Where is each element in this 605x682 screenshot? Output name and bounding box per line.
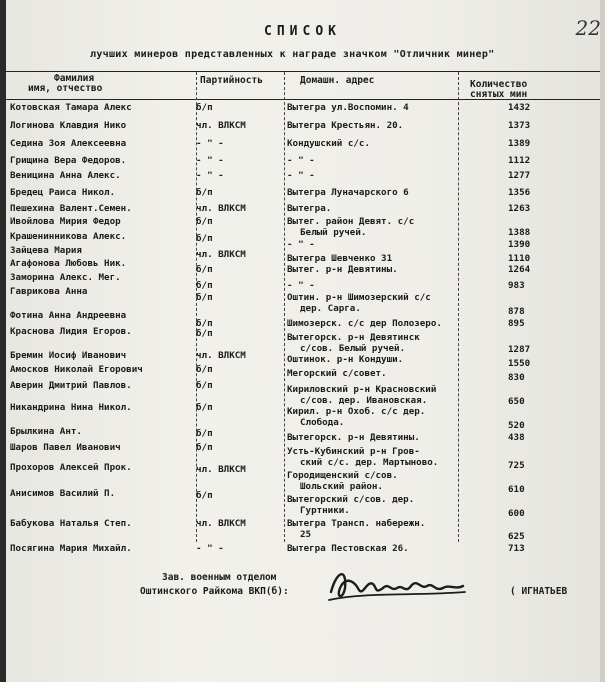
document-title: СПИСОК	[264, 24, 341, 39]
header-name	[28, 74, 102, 94]
row-name: Брылкина Ант.	[10, 426, 82, 437]
footer-position-line2: Оштинского Райкома ВКП(б):	[140, 586, 289, 597]
row-party: б/п	[196, 216, 213, 227]
row-count: 1112	[508, 155, 531, 166]
row-address: Вытегра Луначарского 6	[287, 187, 409, 198]
row-name: Прохоров Алексей Прок.	[10, 462, 132, 473]
row-address: Вытег. р-н Девятины.	[287, 264, 398, 275]
header-count	[470, 80, 527, 100]
row-party: чл. ВЛКСМ	[196, 120, 246, 131]
row-count: 1432	[508, 102, 531, 113]
row-name: Никандрина Нина Никол.	[10, 402, 132, 413]
row-party: чл. ВЛКСМ	[196, 203, 246, 214]
row-party: б/п	[196, 442, 213, 453]
scan-edge-light	[600, 0, 605, 682]
row-count: 1390	[508, 239, 531, 250]
row-address: Усть-Кубинский р-н Гров-	[287, 446, 420, 457]
row-name: Седина Зоя Алексеевна	[10, 138, 127, 149]
row-address: Шимозерск. с/с дер Полозеро.	[287, 318, 442, 329]
row-name: Агафонова Любовь Ник.	[10, 258, 127, 269]
row-name: Краснова Лидия Егоров.	[10, 326, 132, 337]
row-count: 600	[508, 508, 525, 519]
row-address: Вытегорский с/сов. дер.	[287, 494, 415, 505]
row-name: Гаврикова Анна	[10, 286, 88, 297]
row-address: - " -	[287, 170, 315, 181]
row-count: 830	[508, 372, 525, 383]
row-party: б/п	[196, 402, 213, 413]
row-address: Вытегра ул.Воспомин. 4	[287, 102, 409, 113]
row-address-continued: с/сов. Белый ручей.	[300, 343, 406, 354]
row-address: Вытегра Трансп. набережн.	[287, 518, 426, 529]
row-count: 1550	[508, 358, 531, 369]
row-count: 895	[508, 318, 525, 329]
row-party: б/п	[196, 328, 213, 339]
row-address-continued: Гуртники.	[300, 505, 350, 516]
row-name: Пешехина Валент.Семен.	[10, 203, 132, 214]
row-name: Бредец Раиса Никол.	[10, 187, 116, 198]
handwritten-signature	[325, 562, 475, 607]
header-party: Партийность	[200, 75, 263, 86]
row-address: Кирил. р-н Охоб. с/с дер.	[287, 406, 426, 417]
row-count: 438	[508, 432, 525, 443]
row-address: Вытегра Крестьян. 20.	[287, 120, 404, 131]
row-address: - " -	[287, 280, 315, 291]
row-party: - " -	[196, 170, 224, 181]
row-name: Логинова Клавдия Нико	[10, 120, 127, 131]
scan-edge-dark	[0, 0, 6, 682]
row-name: Заморина Алекс. Мег.	[10, 272, 121, 283]
row-address-continued: Белый ручей.	[300, 227, 367, 238]
row-address-continued: с/сов. дер. Ивановская.	[300, 395, 428, 406]
row-name: Зайцева Мария	[10, 245, 82, 256]
row-name: Анисимов Василий П.	[10, 488, 116, 499]
row-party: - " -	[196, 155, 224, 166]
row-address: Оштинок. р-н Кондуши.	[287, 354, 404, 365]
header-top-rule	[6, 71, 600, 72]
row-count: 1389	[508, 138, 531, 149]
row-count: 1373	[508, 120, 531, 131]
row-name: Веницина Анна Алекс.	[10, 170, 121, 181]
row-name: Фотина Анна Андреевна	[10, 310, 127, 321]
row-address-continued: ский с/с. дер. Мартыново.	[300, 457, 439, 468]
row-count: 878	[508, 306, 525, 317]
row-party: чл. ВЛКСМ	[196, 464, 246, 475]
row-address: Вытег. район Девят. с/с	[287, 216, 415, 227]
header-count-line1: Количество	[470, 79, 528, 90]
row-count: 983	[508, 280, 525, 291]
row-party: чл. ВЛКСМ	[196, 350, 246, 361]
header-name-line2: имя, отчество	[28, 83, 103, 94]
row-count: 725	[508, 460, 525, 471]
row-count: 1263	[508, 203, 531, 214]
footer-signatory: ( ИГНАТЬЕВ	[510, 586, 568, 597]
row-name: Крашенинникова Алекс.	[10, 231, 127, 242]
row-name: Грищина Вера Федоров.	[10, 155, 127, 166]
row-address: Вытегра.	[287, 203, 332, 214]
row-count: 1277	[508, 170, 531, 181]
row-address: Кириловский р-н Красновский	[287, 384, 437, 395]
row-address: Оштин. р-н Шимозерский с/с	[287, 292, 431, 303]
footer-position-line1: Зав. военным отделом	[162, 572, 277, 583]
row-count: 1110	[508, 253, 531, 264]
row-name: Котовская Тамара Алекс	[10, 102, 132, 113]
row-party: - " -	[196, 543, 224, 554]
page-number: 22	[575, 16, 601, 40]
document-subtitle: лучших минеров представленных к награде значком "Отличник минер"	[90, 49, 495, 60]
row-name: Бабукова Наталья Степ.	[10, 518, 132, 529]
row-party: б/п	[196, 490, 213, 501]
row-count: 610	[508, 484, 525, 495]
row-count: 1287	[508, 344, 531, 355]
row-party: б/п	[196, 102, 213, 113]
row-address: Городищенский с/сов.	[287, 470, 398, 481]
header-address: Домашн. адрес	[300, 75, 375, 86]
row-address: - " -	[287, 155, 315, 166]
column-divider-2	[284, 72, 285, 542]
header-name-line1: Фамилия	[54, 73, 95, 84]
row-name: Посягина Мария Михайл.	[10, 543, 132, 554]
row-party: б/п	[196, 187, 213, 198]
row-party: чл. ВЛКСМ	[196, 249, 246, 260]
row-count: 650	[508, 396, 525, 407]
row-count: 1388	[508, 227, 531, 238]
row-address: - " -	[287, 239, 315, 250]
row-party: б/п	[196, 364, 213, 375]
row-address-continued: дер. Сарга.	[300, 303, 361, 314]
row-count: 625	[508, 531, 525, 542]
row-address: Мегорский с/совет.	[287, 368, 387, 379]
row-address-continued: 25	[300, 529, 312, 540]
row-party: б/п	[196, 380, 213, 391]
row-name: Ивойлова Мирия Федор	[10, 216, 121, 227]
row-party: б/п	[196, 292, 213, 303]
row-address: Вытегорск. р-н Девятины.	[287, 432, 420, 443]
row-party: чл. ВЛКСМ	[196, 518, 246, 529]
row-count: 1264	[508, 264, 531, 275]
row-address: Кондушский с/с.	[287, 138, 370, 149]
row-party: - " -	[196, 138, 224, 149]
row-count: 713	[508, 543, 525, 554]
row-name: Амосков Николай Егорович	[10, 364, 143, 375]
row-address-continued: Шольский район.	[300, 481, 383, 492]
row-party: б/п	[196, 264, 213, 275]
row-name: Шаров Павел Иванович	[10, 442, 121, 453]
row-name: Аверин Дмитрий Павлов.	[10, 380, 132, 391]
row-address: Вытегра Пестовская 26.	[287, 543, 409, 554]
row-count: 520	[508, 420, 525, 431]
row-count: 1356	[508, 187, 531, 198]
row-party: б/п	[196, 280, 213, 291]
row-address-continued: Слобода.	[300, 417, 345, 428]
row-party: б/п	[196, 428, 213, 439]
row-address: Вытегорск. р-н Девятинск	[287, 332, 420, 343]
row-name: Бремин Иосиф Иванович	[10, 350, 127, 361]
row-party: б/п	[196, 318, 213, 329]
column-divider-3	[458, 72, 459, 542]
row-party: б/п	[196, 233, 213, 244]
row-address: Вытегра Шевченко 31	[287, 253, 393, 264]
header-count-line2: снятых мин	[470, 89, 528, 100]
